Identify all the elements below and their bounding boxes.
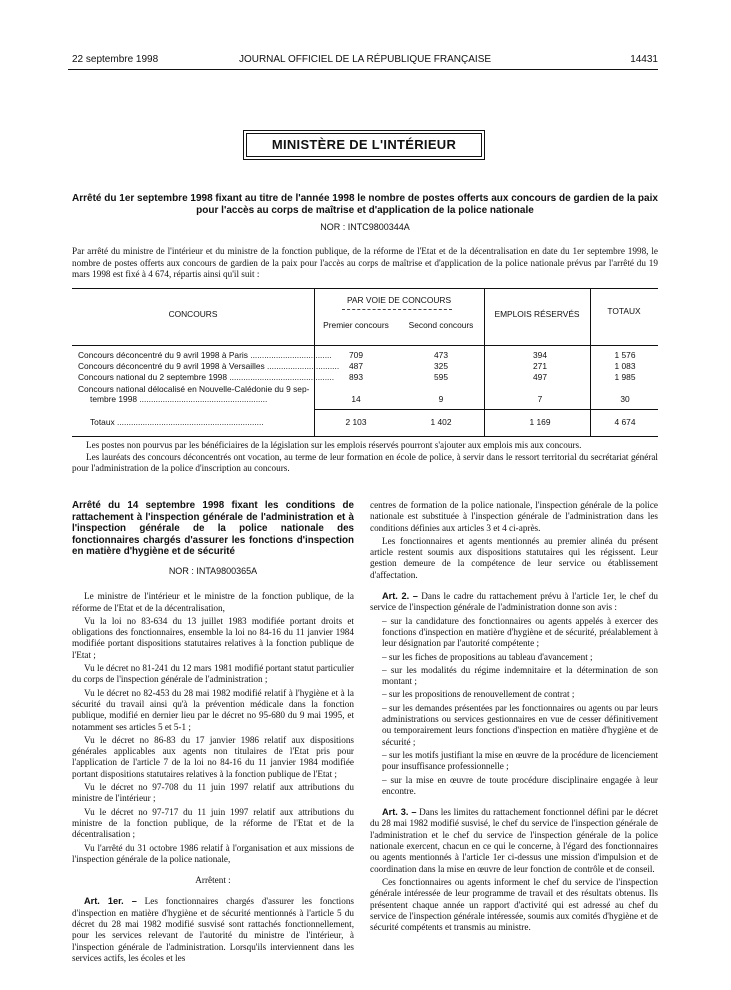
decree1-notes (72, 440, 658, 475)
article-1-paragraph: Les fonctionnaires et agents mentionnés au premier alinéa du présent article restent soumis aux dispositions statutaires qui les régissent. Leur gestion demeure de la compétence de leur service ou établissement d'affectation. (370, 535, 658, 580)
article-2 (370, 591, 658, 614)
right-column (370, 500, 658, 935)
th-concours: CONCOURS (168, 309, 218, 319)
article-2-list (370, 616, 658, 797)
ministry-heading: MINISTÈRE DE L'INTÉRIEUR (246, 133, 482, 157)
table-row (72, 350, 658, 361)
article-1 (72, 896, 354, 964)
row-label: Concours déconcentré du 9 avril 1998 à Versailles ............................... (78, 361, 340, 371)
cell-second: 9 (438, 394, 444, 404)
header-journal-title: JOURNAL OFFICIEL DE LA RÉPUBLIQUE FRANÇAISE (238, 54, 492, 65)
th-totaux: TOTAUX (607, 306, 641, 316)
article-3-paragraph: Ces fonctionnaires ou agents informent le chef du service de l'inspection générale intéressée de leur programme de travail et des résultats obtenus. Ils présentent chaque année un rapport d'activité qui est adressé au chef du service de l'inspection générale intéressée, soumis aux comités d'hygiène et de sécurité compétents et transmis au ministre. (370, 876, 658, 933)
cell-premier: 893 (349, 372, 363, 382)
table-total-rule (314, 409, 658, 410)
cell-total: 30 (620, 394, 630, 404)
cell-premier: 14 (351, 394, 361, 404)
page-header (72, 54, 658, 68)
visa-paragraph: Vu la loi no 83-634 du 13 juillet 1983 modifiée portant droits et obligations des fonctionnaires, ensemble la loi no 84-16 du 11 janvier 1984 modifiée portant dispositions statutaires relatives à la fonction publique de l'Etat ; (72, 615, 354, 660)
th-par-voie: PAR VOIE DE CONCOURS (346, 295, 452, 305)
cell-premier: 2 103 (345, 417, 367, 427)
visa-paragraph: Vu le décret no 97-708 du 11 juin 1997 relatif aux attributions du ministre de l'intérieur ; (72, 782, 354, 804)
left-column (72, 500, 354, 966)
cell-second: 325 (434, 361, 448, 371)
list-item: – sur les modalités du régime indemnitaire et la détermination de son montant ; (382, 664, 658, 687)
header-date: 22 septembre 1998 (72, 54, 159, 65)
cell-total: 4 674 (614, 417, 636, 427)
cell-total: 1 985 (614, 372, 636, 382)
decree2-nor: NOR : INTA9800365A (168, 565, 258, 576)
cell-emplois: 497 (533, 372, 547, 382)
row-label: Concours national du 2 septembre 1998 ............................................. (78, 372, 335, 382)
table-header-rule (72, 345, 658, 346)
header-page-number: 14431 (630, 54, 658, 65)
cell-second: 1 402 (430, 417, 452, 427)
visa-paragraph: Vu le décret no 86-83 du 17 janvier 1986 relatif aux dispositions générales applicables aux agents non titulaires de l'Etat pris pour l'application de l'article 7 de la loi no 84-16 du 11 janvier 1984 modifiée portant dispositions statutaires relatives à la fonction publique de l'Etat ; (72, 734, 354, 779)
cell-emplois: 394 (533, 350, 547, 360)
visa-paragraph: Vu le décret no 81-241 du 12 mars 1981 modifié portant statut particulier du corps de l'inspection générale de l'administration ; (72, 663, 354, 685)
cell-total: 1 083 (614, 361, 636, 371)
note-paragraph: Les lauréats des concours déconcentrés ont vocation, au terme de leur formation en école de police, à servir dans le ressort territorial du secrétariat général pour l'administration de la police d'inscription au concours. (72, 451, 658, 473)
list-item: – sur la mise en œuvre de toute procédure disciplinaire engagée à leur encontre. (382, 774, 658, 796)
note-paragraph: Les postes non pourvus par les bénéficiaires de la législation sur les emplois réservés pourront s'ajouter aux emplois mis aux concours. (86, 440, 582, 450)
visa-paragraph: Vu le décret no 82-453 du 28 mai 1982 modifié relatif à l'hygiène et à la sécurité du travail ainsi qu'à la prévention médicale dans la fonction publique, modifié en dernier lieu par le décret no 95-680 du 9 mai 1995, et notamment ses articles 5 et 5-1 ; (72, 687, 354, 732)
th-second: Second concours (408, 320, 474, 330)
th-emplois: EMPLOIS RÉSERVÉS (494, 309, 580, 319)
list-item: – sur les demandes présentées par les fonctionnaires ou agents ou par leurs administrations ou services gestionnaires en vue de cesser définitivement ou temporairement leurs fonctions d'inspection en matière d'hygiène et de sécurité ; (382, 702, 658, 747)
table-row (72, 384, 658, 406)
table-subheader-rule (342, 309, 452, 310)
cell-second: 595 (434, 372, 448, 382)
row-label: Concours déconcentré du 9 avril 1998 à Paris ................................... (78, 350, 332, 360)
arretent-heading: Arrêtent : (195, 875, 231, 886)
row-label: Totaux ............................................................... (90, 417, 264, 427)
posts-table (72, 288, 658, 437)
list-item: – sur les propositions de renouvellement de contrat ; (382, 689, 575, 700)
table-total-row (72, 417, 658, 428)
row-label: Concours national délocalisé en Nouvelle-Calédonie du 9 sep- (78, 384, 310, 394)
cell-premier: 487 (349, 361, 363, 371)
cell-emplois: 271 (533, 361, 547, 371)
decree1-intro: Par arrêté du ministre de l'intérieur et du ministre de la fonction publique, de la réforme de l'Etat et de la décentralisation en date du 1er septembre 1998, le nombre de postes offerts aux concours de gardien de la paix pour l'accès au corps de maîtrise et d'application de la police nationale prévus par l'arrêté du 19 mars 1998 est fixé à 4 674, répartis ainsi qu'il suit : (72, 246, 658, 279)
list-item: – sur la candidature des fonctionnaires ou agents appelés à exercer des fonctions d'inspection en matière d'hygiène et de sécurité, préalablement à leur désignation par l'autorité compétente ; (382, 615, 658, 649)
table-row (72, 372, 658, 383)
article-1-text: Les fonctionnaires chargés d'assurer les fonctions d'inspection en matière d'hygiène et de sécurité mentionnés à l'article 5 du décret du 28 mai 1982 modifié susvisé sont rattachés fonctionnellement, pour les services relevant de l'autorité du ministre de l'intérieur, à l'inspection générale de l'administration. Lorsqu'ils interviennent dans les services actifs, les écoles et les (72, 896, 354, 963)
cell-premier: 709 (349, 350, 363, 360)
visa-paragraph: Vu l'arrêté du 31 octobre 1986 relatif à l'organisation et aux missions de l'inspection générale de la police nationale, (72, 842, 354, 864)
article-1-continued: centres de formation de la police nationale, l'inspection générale de la police nationale est substituée à l'inspection générale de l'administration dans les conditions définies aux articles 3 et 4 ci-après. (370, 500, 658, 533)
table-row (72, 361, 658, 372)
list-item: – sur les fiches de propositions au tableau d'avancement ; (382, 651, 593, 662)
visa-paragraph: Vu le décret no 97-717 du 11 juin 1997 relatif aux attributions du ministre de la fonction publique, de la réforme de l'Etat et de la décentralisation ; (72, 806, 354, 840)
article-1-label: Art. 1er. – (84, 896, 137, 907)
cell-second: 473 (434, 350, 448, 360)
article-3-text: Dans les limites du rattachement fonctionnel défini par le décret du 28 mai 1982 modifié susvisé, le chef du service de l'inspection générale de l'administration et le chef du service de l'inspection générale de la police nationale exercent, chacun en ce qui le concerne, à l'égard des fonctionnaires ou agents mentionnés à l'article 1er ci-dessus une mission d'impulsion et de coordination dans la mise en œuvre de leur fonction de contrôle et de conseil. (370, 807, 658, 874)
cell-emplois: 1 169 (529, 417, 551, 427)
cell-emplois: 7 (537, 394, 543, 404)
list-item: – sur les motifs justifiant la mise en œuvre de la procédure de licenciement pour insuffisance professionnelle ; (382, 749, 658, 772)
decree1-title: Arrêté du 1er septembre 1998 fixant au titre de l'année 1998 le nombre de postes offerts aux concours de gardien de la paix pour l'accès au corps de maîtrise et d'application de la police nationale (72, 193, 658, 216)
decree1-nor: NOR : INTC9800344A (320, 222, 410, 232)
article-2-label: Art. 2. – (382, 591, 418, 602)
article-2-text: Dans le cadre du rattachement prévu à l'article 1er, le chef du service de l'inspection générale de l'administration donne son avis : (370, 591, 659, 613)
row-label-cont: tembre 1998 ....................................................... (90, 394, 268, 404)
th-premier: Premier concours (323, 320, 389, 330)
article-3-label: Art. 3. – (382, 807, 417, 818)
decree2-title: Arrêté du 14 septembre 1998 fixant les conditions de rattachement à l'inspection générale de l'administration et à l'inspection générale de la police nationale des fonctionnaires chargés d'assurer les fonctions d'inspection en matière d'hygiène et de sécurité (72, 500, 354, 558)
cell-total: 1 576 (614, 350, 636, 360)
visa-paragraph: Le ministre de l'intérieur et le ministre de la fonction publique, de la réforme de l'Etat et de la décentralisation, (72, 591, 354, 613)
article-3 (370, 807, 658, 875)
header-rule (68, 69, 658, 70)
